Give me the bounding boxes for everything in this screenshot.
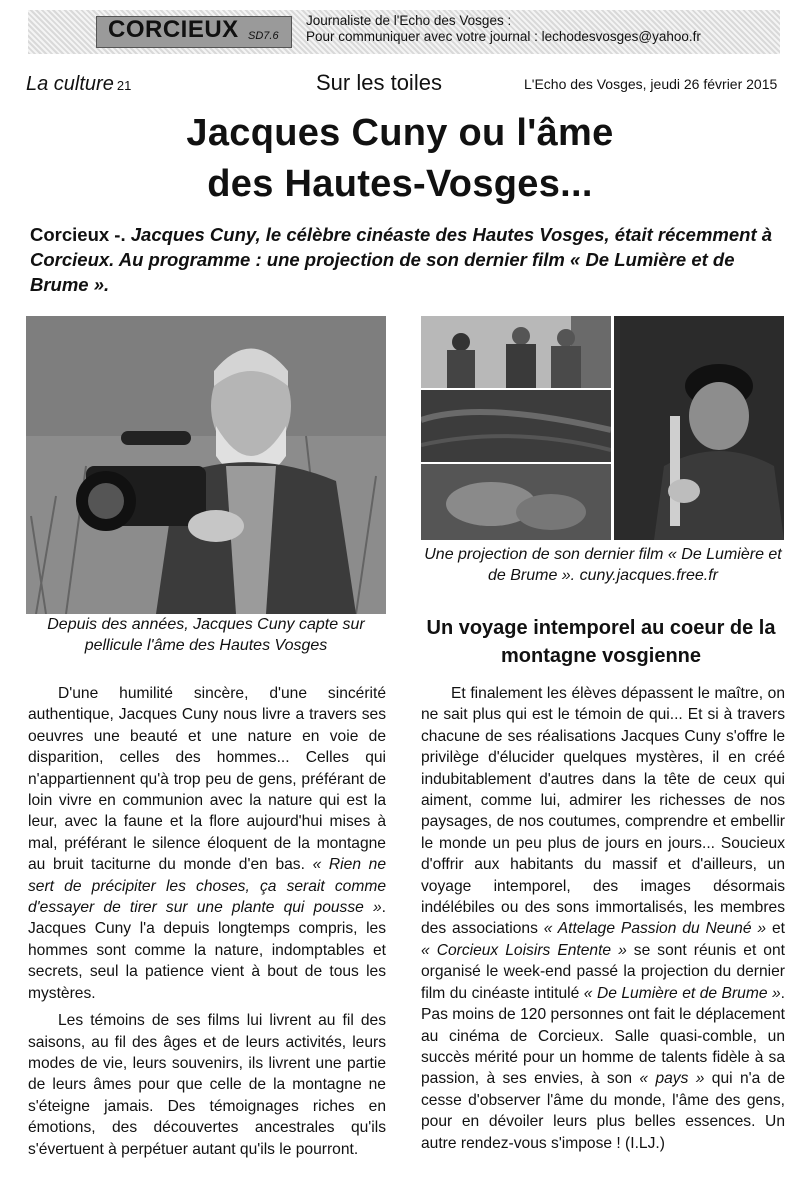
right-assoc-2: « Corcieux Loisirs Entente » [421,941,627,959]
right-assoc-1: « Attelage Passion du Neuné » [543,920,767,938]
right-pays: « pays » [639,1070,705,1088]
right-text-3: se sont réunis et ont organisé le week-end passé la projection du dernier film du cinéaste intitulé [421,941,785,1002]
lead-town: Corcieux -. [30,224,126,245]
town-code: SD7.6 [248,30,279,42]
photo-old-man [614,316,784,540]
left-p1-text-a: D'une humilité sincère, d'une sincérité authentique, Jacques Cuny nous livre a travers ses oeuvres une beauté et une nature en voie de disparition, celles des hommes... Celles qui n'appartiennent qu'à trop peu de gens, préférant de loin vivre en communion avec la nature qui est la leur, avec la faune et la flore aujourd'hui mises à mal, préférant le silence éloquent de la montagne au bruit taciturne du monde d'en bas. [28,685,386,874]
paper-date: L'Echo des Vosges, jeudi 26 février 2015 [524,76,778,92]
lead-text: Jacques Cuny, le célèbre cinéaste des Hautes Vosges, était récemment à Corcieux. Au programme : une projection de son dernier film « De Lumière et de Brume ». [30,224,773,295]
left-paragraph-1 [28,683,386,1004]
page-number: 21 [116,78,132,93]
rubric-label: La culture [26,73,114,95]
right-text-1: Et finalement les élèves dépassent le maître, on ne sait plus qui est le témoin de qui... Et si à travers chacune de ses réalisations Jacques Cuny s'offre le privilège d'élucider quelques mystères, il en créé indubitablement d'autres dans la tête de ceux qui aiment, comme lui, admirer les richesses de nos paysages, de nos coutumes, comprendre et embellir le monde un peu plus de jours en jours... Soucieux d'offrir aux habitants du massif et d'ailleurs, un voyage intemporel, des images désormais indélébiles ou des sons immortalisés, les membres des associations [421,685,785,938]
photo-three-men [421,316,611,388]
subhead: Un voyage intemporel au coeur de la montagne vosgienne [426,617,776,667]
headline-line-2: des Hautes-Vosges... [207,163,593,205]
headline-line-1: Jacques Cuny ou l'âme [186,112,614,154]
photo-hands [421,464,611,540]
headline [0,108,800,210]
left-paragraph-2: Les témoins de ses films lui livrent au fil des saisons, au fil des âges et de leurs activités, leurs modes de vie, leurs souvenirs, ils livrent une partie de leurs âmes pour que celle de la montagne ne s'éteigne jamais. Des témoignages riches en émotions, des découvertes ancestrales qu'ils s'évertuent à perpétuer autant qu'ils le pourront. [28,1012,386,1158]
right-text-2: et [766,920,786,938]
photo-caption-right: Une projection de son dernier film « De Lumière et de Brume ». cuny.jacques.free.fr [424,546,782,584]
rubric [26,73,131,96]
photo-caption-left: Depuis des années, Jacques Cuny capte sur pellicule l'âme des Hautes Vosges [47,616,365,654]
right-paragraph [421,683,785,1154]
journalist-line-1: Journaliste de l'Echo des Vosges : [306,13,512,28]
left-p1-text-b: . Jacques Cuny l'a depuis longtemps compris, les hommes sont comme la nature, indomptables et secrets, seul la patience vient à bout de tous les mystères. [28,899,386,1002]
town-name: CORCIEUX [108,16,239,43]
lead-paragraph [30,222,776,297]
section-title: Sur les toiles [316,70,442,95]
left-column [28,683,386,1166]
photo-water [421,390,611,462]
journalist-contact [306,13,776,45]
right-text-5: qui n'a de cesse d'observer l'âme du monde, l'âme des gens, pour en dévoiler leurs plus belles essences. Un autre rendez-vous s'impose ! (I.LJ.) [421,1070,785,1152]
photo-cameraman [26,316,386,614]
journalist-line-2: Pour communiquer avec votre journal : lechodesvosges@yahoo.fr [306,29,701,44]
right-film-title: « De Lumière et de Brume » [583,984,781,1002]
right-text-4: . Pas moins de 120 personnes ont fait le déplacement au cinéma de Corcieux. Salle quasi-comble, un succès mérité pour un homme de talents fidèle à sa passion, à ses envies, à son [421,984,786,1088]
left-p1-quote: « Rien ne sert de précipiter les choses, ça serait comme d'essayer de tirer sur une plante qui pousse » [28,856,386,917]
right-column [421,683,785,1160]
